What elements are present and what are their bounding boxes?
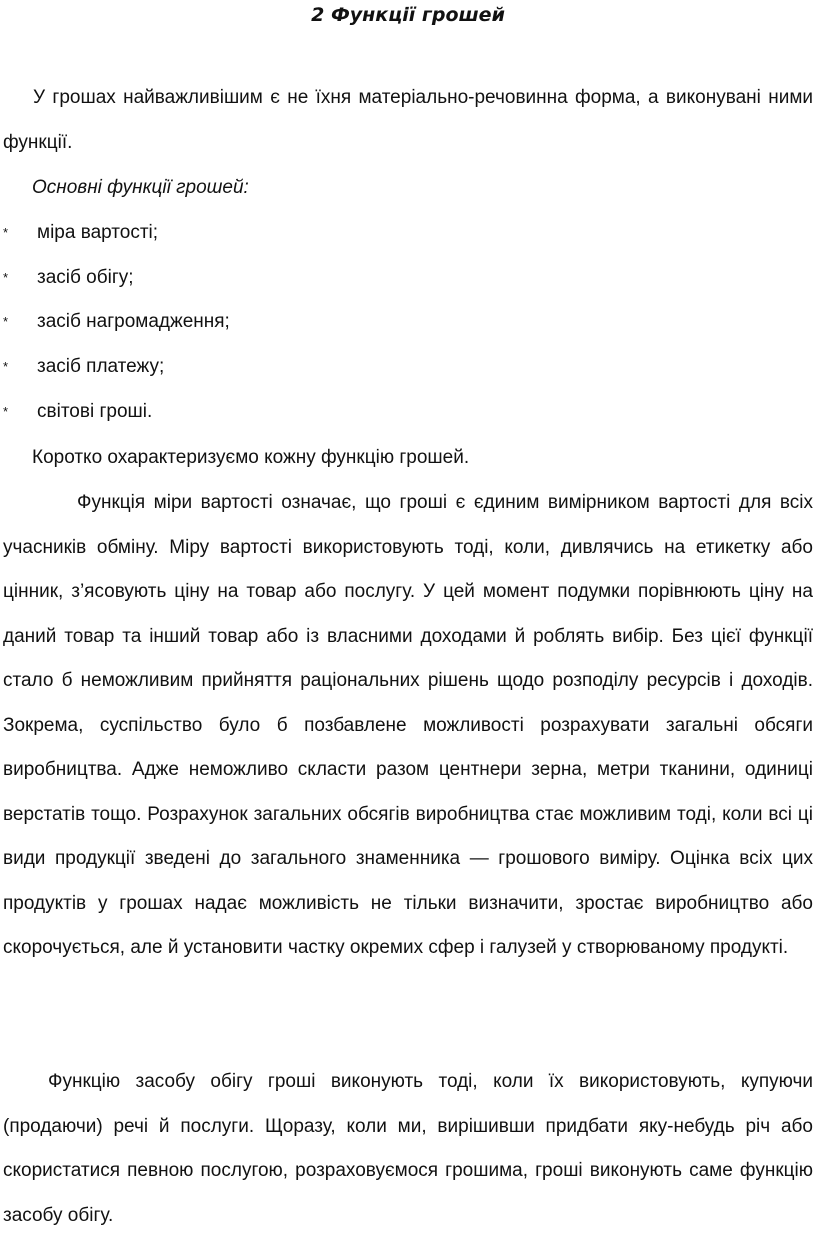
page-title: 2 Функції грошей — [311, 4, 505, 26]
bullet-asterisk-icon: * — [3, 314, 9, 330]
list-item-label: засіб обігу; — [37, 266, 134, 288]
list-item-label: засіб нагромадження; — [37, 311, 230, 333]
list-item-label: світові гроші. — [37, 400, 153, 422]
bullet-asterisk-icon: * — [3, 403, 9, 419]
summary-line: Коротко охарактеризуємо кожну функцію грошей. — [32, 447, 470, 468]
list-item-label: міра вартості; — [37, 222, 159, 243]
bullet-asterisk-icon: * — [3, 225, 9, 240]
bullet-asterisk-icon: * — [3, 359, 9, 375]
intro-paragraph: У грошах найважливішим є не їхня матеріально-речовинна форма, а виконувані ними функції. — [3, 87, 813, 153]
bullet-asterisk-icon: * — [3, 269, 9, 285]
medium-of-circulation-paragraph: Функцію засобу обігу гроші виконують тоді, коли їх використовують, купуючи (продаючи) речі й послуги. Щоразу, коли ми, вирішивши придбати яку-небудь річ або скористатися певною послугою, розраховуємося грошима, гроші виконують саме функцію засобу обігу. — [3, 1071, 813, 1226]
functions-heading: Основні функції грошей: — [32, 177, 249, 198]
measure-of-value-paragraph: Функція міри вартості означає, що гроші є єдиним вимірником вартості для всіх учасників обміну. Міру вартості використовують тоді, коли, дивлячись на етикетку або цінник, з’ясовують ціну на товар або послугу. У цей момент подумки порівнюють ціну на даний товар та інший товар або із власними доходами й роблять вибір. Без цієї функції стало б неможливим прийняття раціональних рішень щодо розподілу ресурсів і доходів. Зокрема, суспільство було б позбавлене можливості розрахувати загальні обсяги виробництва. Адже неможливо скласти разом центнери зерна, метри тканини, одиниці верстатів тощо. Розрахунок загальних обсягів виробництва стає можливим тоді, коли всі ці види продукції зведені до загального знаменника — грошового виміру. Оцінка всіх цих продуктів у грошах надає можливість не тільки визначити, зростає виробництво або скорочується, але й установити частку окремих сфер і галузей у створюваному продукті. — [3, 492, 813, 958]
list-item-label: засіб платежу; — [37, 356, 165, 378]
